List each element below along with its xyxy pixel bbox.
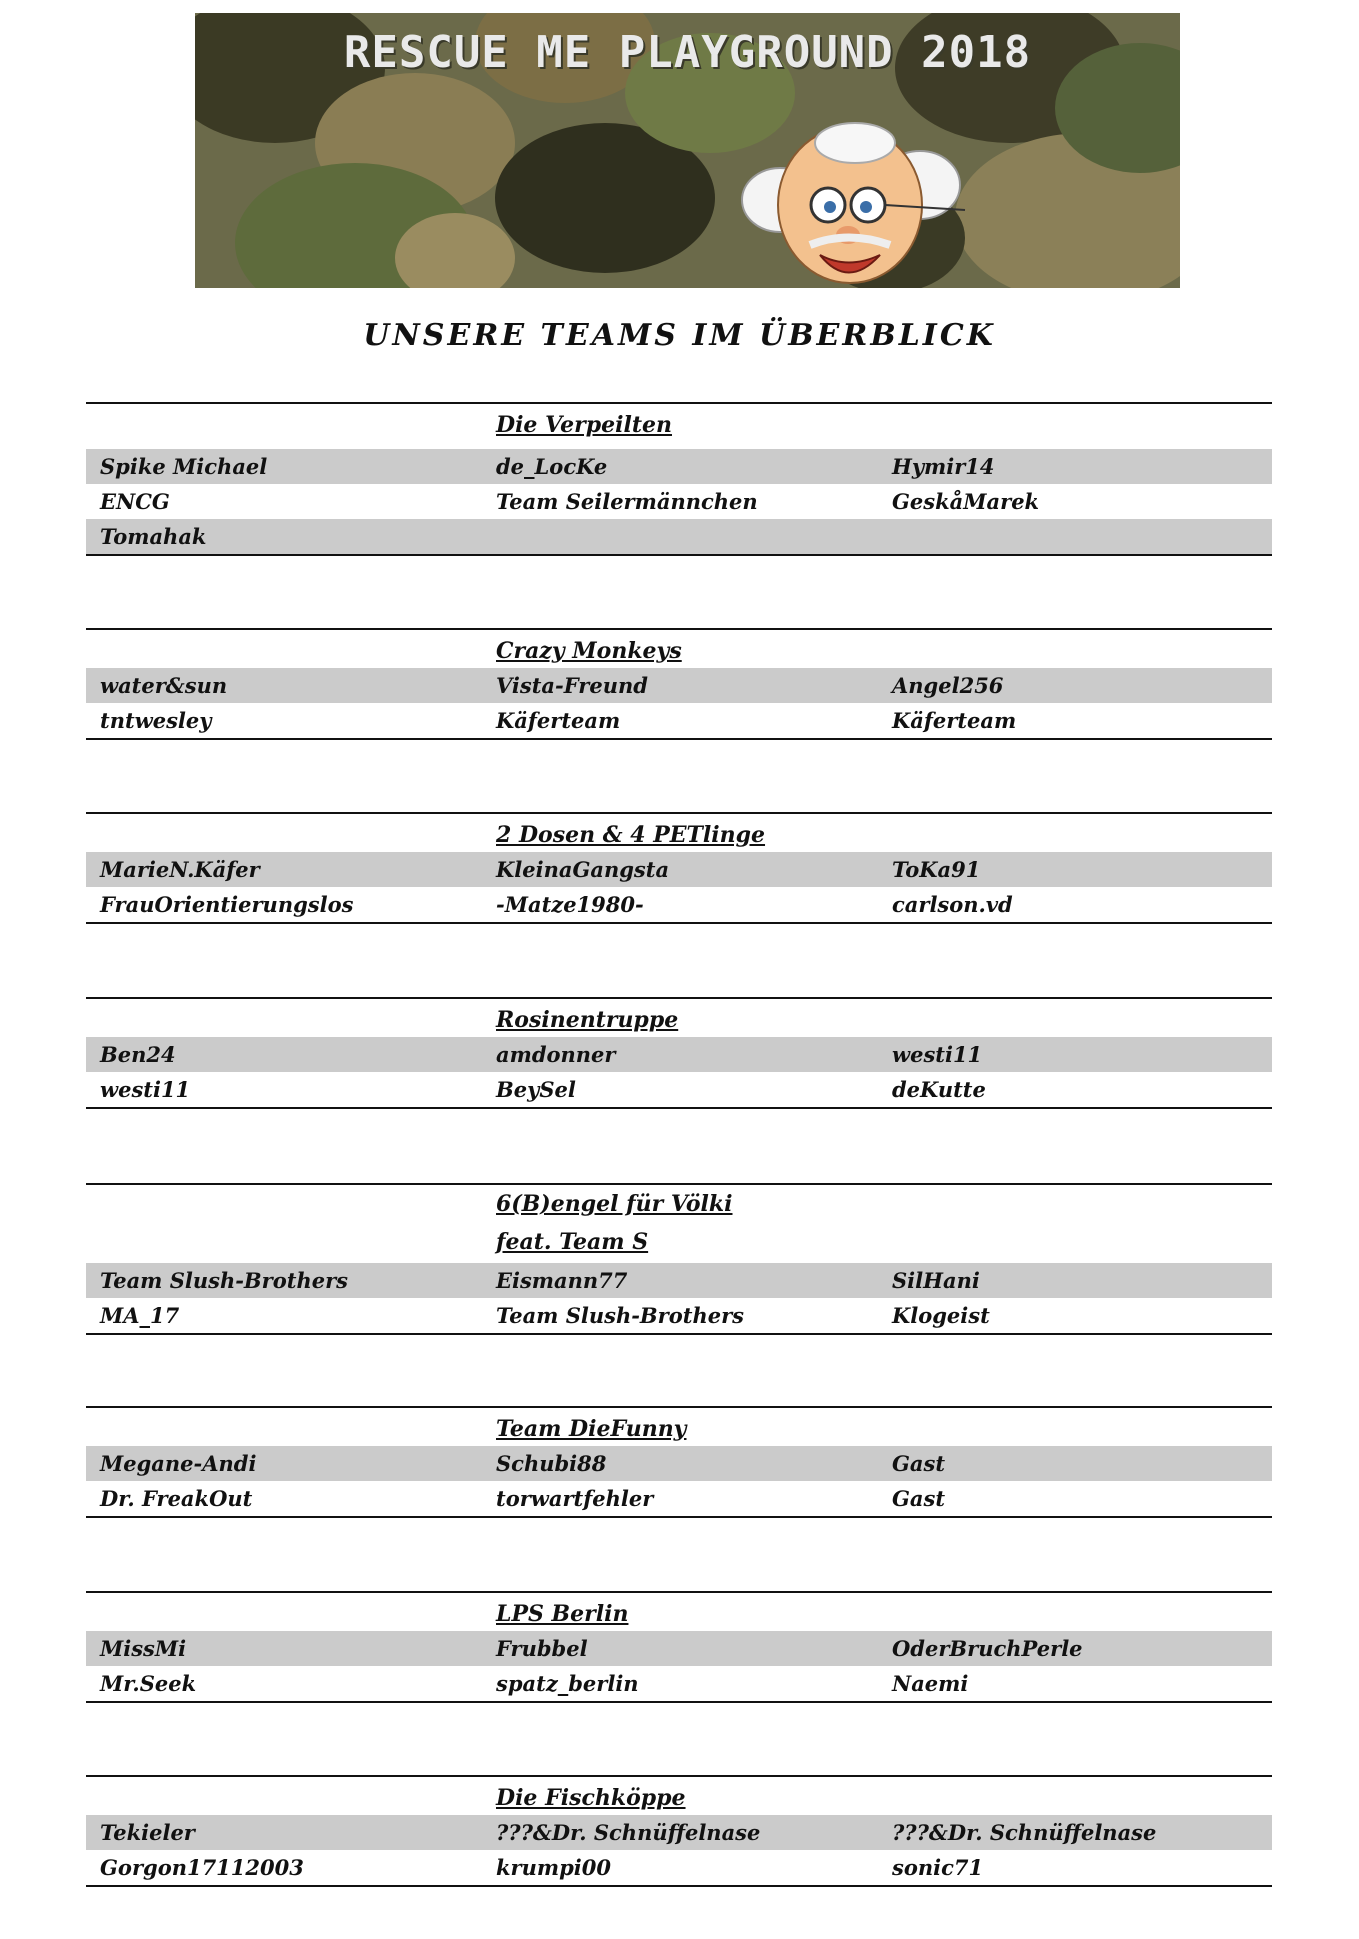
member-cell: Käferteam — [892, 708, 1017, 733]
team-block — [86, 1775, 1272, 1887]
member-cell: FrauOrientierungslos — [100, 892, 354, 917]
table-row — [86, 1037, 1272, 1072]
team-block — [86, 1591, 1272, 1703]
member-cell: ???&Dr. Schnüffelnase — [496, 1820, 761, 1845]
team-name: Crazy Monkeys — [496, 638, 682, 664]
member-cell: Schubi88 — [496, 1451, 607, 1476]
member-cell: torwartfehler — [496, 1486, 654, 1511]
table-row — [86, 1850, 1272, 1885]
member-cell: Tomahak — [100, 524, 207, 549]
member-cell: deKutte — [892, 1077, 986, 1102]
table-row — [86, 1298, 1272, 1333]
team-name: Rosinentruppe — [496, 1007, 679, 1033]
member-cell: tntwesley — [100, 708, 212, 733]
member-cell: Dr. FreakOut — [100, 1486, 253, 1511]
member-cell: amdonner — [496, 1042, 616, 1067]
member-cell: BeySel — [496, 1077, 576, 1102]
team-block — [86, 402, 1272, 556]
table-row — [86, 852, 1272, 887]
member-cell: MA_17 — [100, 1303, 180, 1328]
member-cell: MarieN.Käfer — [100, 857, 260, 882]
team-name: LPS Berlin — [496, 1601, 629, 1627]
table-row — [86, 887, 1272, 922]
member-cell: Tekieler — [100, 1820, 195, 1845]
team-name: Team DieFunny — [496, 1416, 687, 1442]
member-cell: Team Slush-Brothers — [496, 1303, 744, 1328]
member-cell: GeskåMarek — [892, 489, 1040, 514]
team-block — [86, 812, 1272, 924]
member-cell: Gorgon17112003 — [100, 1855, 304, 1880]
table-row — [86, 1072, 1272, 1107]
table-row — [86, 1263, 1272, 1298]
table-row — [86, 1815, 1272, 1850]
table-row — [86, 668, 1272, 703]
member-cell: -Matze1980- — [496, 892, 644, 917]
table-row — [86, 1631, 1272, 1666]
member-cell: Ben24 — [100, 1042, 176, 1067]
member-cell: westi11 — [100, 1077, 191, 1102]
professor-mascot-illustration — [740, 105, 970, 288]
banner-title: RESCUE ME PLAYGROUND 2018 — [343, 27, 1032, 78]
member-cell: Eismann77 — [496, 1268, 628, 1293]
table-row — [86, 519, 1272, 554]
team-name: Die Verpeilten — [496, 412, 672, 438]
team-name: 6(B)engel für Völki — [496, 1191, 733, 1217]
table-row — [86, 484, 1272, 519]
member-cell: MissMi — [100, 1636, 187, 1661]
member-cell: Frubbel — [496, 1636, 588, 1661]
member-cell: Klogeist — [892, 1303, 990, 1328]
member-cell: Gast — [892, 1451, 946, 1476]
member-cell: Mr.Seek — [100, 1671, 197, 1696]
member-cell: ToKa91 — [892, 857, 981, 882]
team-name-continued: feat. Team S — [496, 1229, 649, 1255]
team-block — [86, 1183, 1272, 1335]
member-cell: Team Seilermännchen — [496, 489, 758, 514]
member-cell: water&sun — [100, 673, 228, 698]
table-row — [86, 449, 1272, 484]
member-cell: Gast — [892, 1486, 946, 1511]
team-block — [86, 628, 1272, 740]
member-cell: SilHani — [892, 1268, 980, 1293]
member-cell: Megane-Andi — [100, 1451, 257, 1476]
team-block — [86, 997, 1272, 1109]
member-cell: de_LocKe — [496, 454, 608, 479]
member-cell: KleinaGangsta — [496, 857, 670, 882]
table-row — [86, 1481, 1272, 1516]
member-cell: Käferteam — [496, 708, 621, 733]
member-cell: Team Slush-Brothers — [100, 1268, 348, 1293]
member-cell: OderBruchPerle — [892, 1636, 1083, 1661]
member-cell: Naemi — [892, 1671, 969, 1696]
member-cell: ???&Dr. Schnüffelnase — [892, 1820, 1157, 1845]
member-cell: spatz_berlin — [496, 1671, 639, 1696]
team-block — [86, 1406, 1272, 1518]
team-name: Die Fischköppe — [496, 1785, 686, 1811]
page-title: UNSERE TEAMS IM ÜBERBLICK — [363, 318, 996, 353]
member-cell: krumpi00 — [496, 1855, 611, 1880]
member-cell: Spike Michael — [100, 454, 268, 479]
table-row — [86, 1666, 1272, 1701]
table-row — [86, 1446, 1272, 1481]
member-cell: ENCG — [100, 489, 170, 514]
member-cell: Hymir14 — [892, 454, 995, 479]
banner — [195, 13, 1180, 288]
member-cell: Vista-Freund — [496, 673, 648, 698]
table-row — [86, 703, 1272, 738]
member-cell: carlson.vd — [892, 892, 1013, 917]
team-name: 2 Dosen & 4 PETlinge — [496, 822, 766, 848]
member-cell: Angel256 — [892, 673, 1004, 698]
member-cell: sonic71 — [892, 1855, 984, 1880]
member-cell: westi11 — [892, 1042, 983, 1067]
